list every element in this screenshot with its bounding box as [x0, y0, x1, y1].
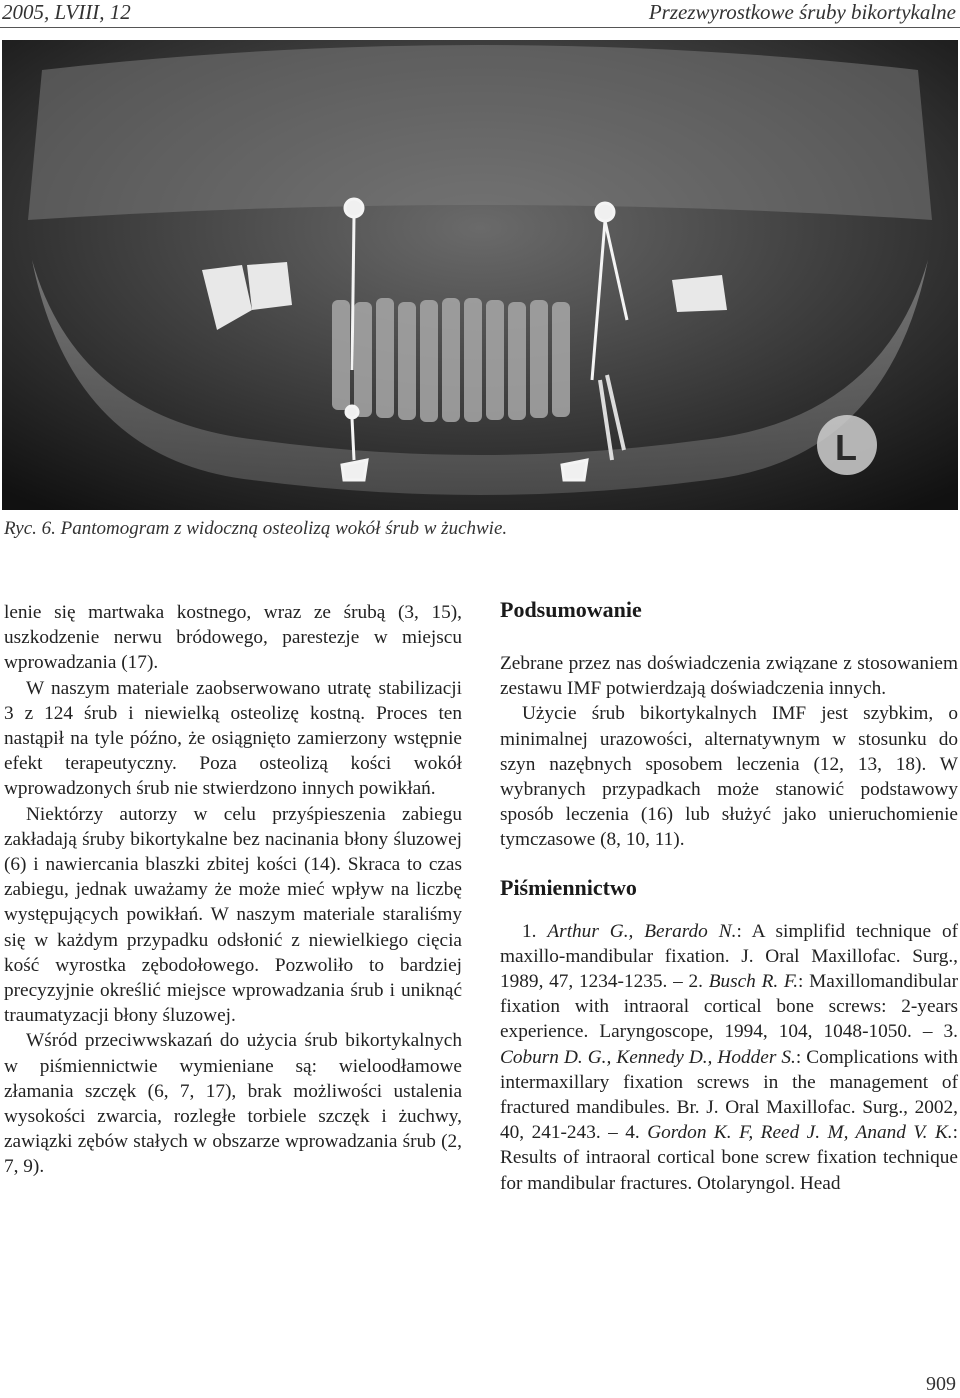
reference-4-text: : Results of intraoral cortical bone screw fixation technique for mandibular fractures. Otolaryngol. Head — [500, 1122, 958, 1194]
running-header-right: Przezwyrostkowe śruby bikortykalne — [648, 0, 956, 24]
left-paragraph-4: Wśród przeciwwskazań do użycia śrub bikortykalnych w piśmiennictwie wymieniane są: wieloodłamowe złamania szczęk (6, 7, 17), brak możliwości ustalenia wysokości zwarcia, rozległe torbiele szczęk i żuchwy, zawiązki zębów stałych w obszarze wprowadzania śrub (2, 7, 9). — [4, 1030, 462, 1178]
references-heading: Piśmiennictwo — [500, 874, 637, 900]
reference-2-number: 2. — [688, 971, 709, 993]
reference-2-authors: Busch R. F. — [708, 971, 799, 993]
reference-3-authors: Coburn D. G., Kennedy D., Hodder S. — [500, 1046, 796, 1068]
left-paragraph-2: W naszym materiale zaobserwowano utratę stabilizacji 3 z 124 śrub i niewielką osteolizę kostną. Proces ten nastąpił na tyle późno, że osiągnięto zamierzony wstępnie efekt terapeutyczny. Poza osteolizą kości wokół wprowadzonych śrub nie stwierdzono innych powikłań. — [4, 677, 462, 800]
reference-1-number: 1. — [522, 920, 548, 942]
reference-4-authors: Gordon K. F, Reed J. M, Anand V. K. — [647, 1122, 953, 1144]
reference-1-authors: Arthur G., Berardo N. — [547, 920, 737, 942]
references-list — [500, 919, 958, 1196]
xray-side-marker: L — [835, 427, 857, 468]
page-number: 909 — [926, 1373, 956, 1395]
panoramic-xray-figure — [2, 40, 958, 510]
header-rule — [0, 27, 960, 28]
left-column — [4, 600, 462, 1180]
reference-2-text: : Maxillomandibular fixation with intraoral cortical bone screws: 2-years experience. Laryngoscope, 1994, 104, 1048-1050. – — [500, 971, 958, 1043]
summary-paragraph-2: Użycie śrub bikortykalnych IMF jest szybkim, o minimalnej urazowości, alternatywnym w stosunku do szyn nazębnych sposobem leczenia (12, 13, 18). W wybranych przypadkach może stanowić podstawowy sposób leczenia (16) lub służyć jako unieruchomienie tymczasowe (8, 10, 11). — [500, 703, 958, 851]
left-paragraph-3: Niektórzy autorzy w celu przyśpieszenia zabiegu zakładają śruby bikortykalne bez nacinania błony śluzowej (6) i nawiercania blaszki zbitej kości (14). Skraca to czas zabiegu, jednak uważamy że może mieć wpływ na liczbę występujących powikłań. W naszym materiale staraliśmy się w każdym przypadku odsłonić z niewielkiego cięcia kość wyrostka zębodołowego. Pozwoliło to bardziej precyzyjnie określić miejsce wprowadzania śrub i uniknąć traumatyzacji błony śluzowej. — [4, 803, 462, 1027]
right-column — [500, 595, 958, 1196]
summary-paragraph-1: Zebrane przez nas doświadczenia związane z stosowaniem zestawu IMF potwierdzają doświadczenia innych. — [500, 653, 958, 700]
reference-3-text: : Complications with intermaxillary fixation screws in the management of fractured mandibules. Br. J. Oral Maxillofac. Surg., 2002, 40, 241-243. – — [500, 1046, 958, 1144]
reference-4-number: 4. — [625, 1122, 648, 1144]
left-paragraph-1: lenie się martwaka kostnego, wraz ze śrubą (3, 15), uszkodzenie nerwu bródowego, parestezje w miejscu wprowadzania (17). — [4, 602, 462, 674]
running-header-left: 2005, LVIII, 12 — [2, 0, 131, 24]
reference-3-number: 3. — [943, 1021, 958, 1043]
summary-heading: Podsumowanie — [500, 597, 642, 622]
panoramic-xray-image — [2, 40, 958, 510]
reference-1-text: : A simplifid technique of maxillo-mandibular fixation. J. Oral Maxillofac. Surg., 1989, 47, 1234-1235. – — [500, 920, 959, 993]
figure-caption: Ryc. 6. Pantomogram z widoczną osteolizą wokół śrub w żuchwie. — [4, 518, 508, 539]
